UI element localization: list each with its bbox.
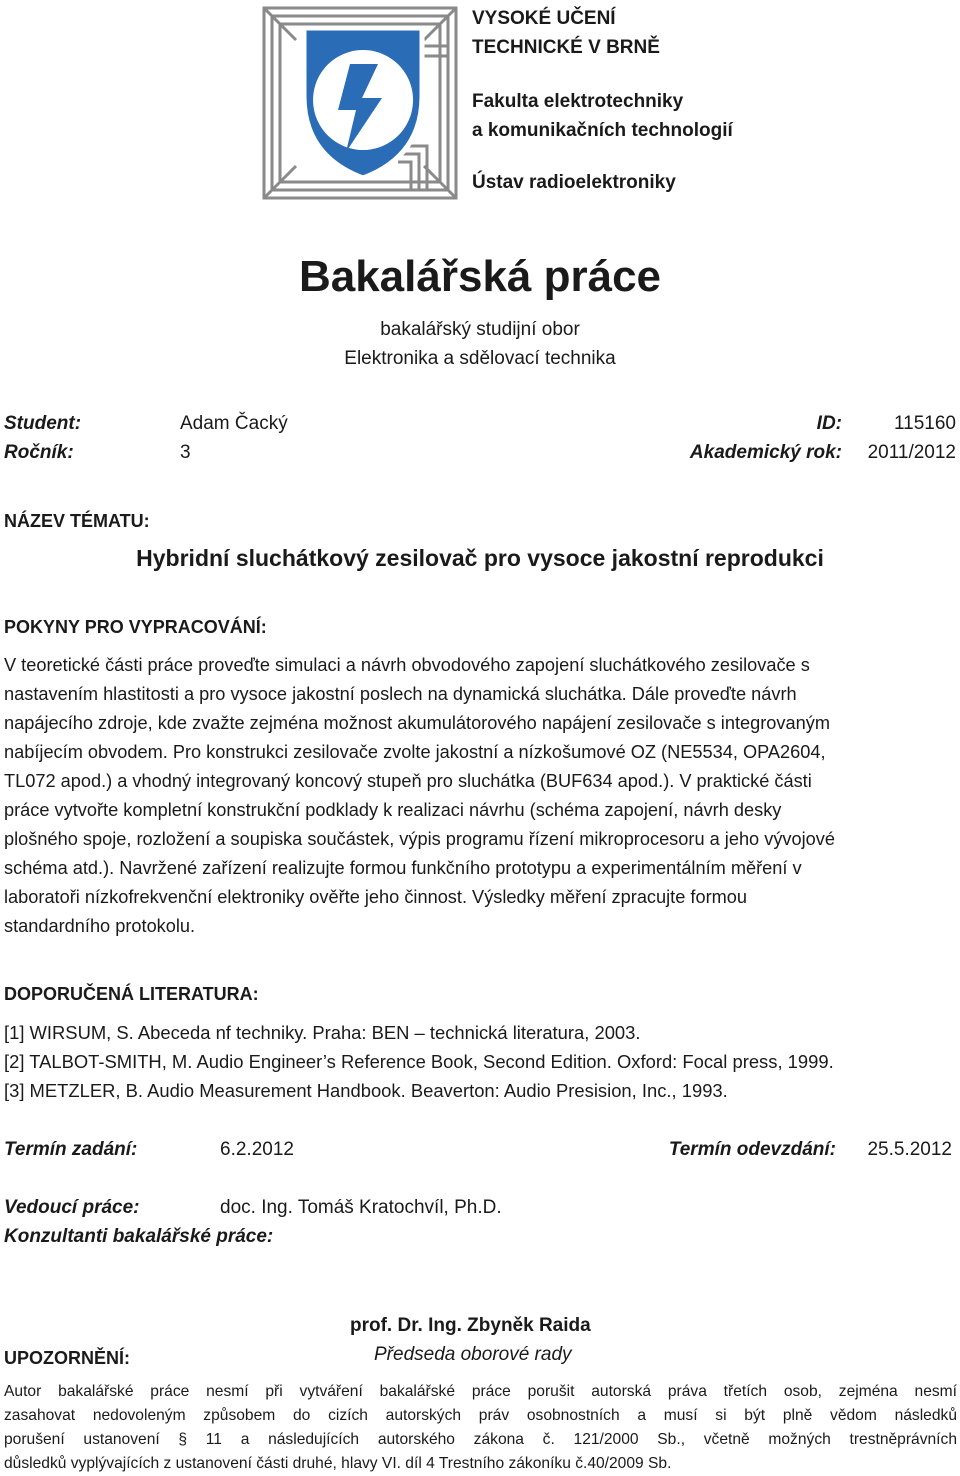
academic-year-value: 2011/2012 bbox=[867, 442, 956, 463]
supervisor-name: doc. Ing. Tomáš Kratochvíl, Ph.D. bbox=[220, 1197, 502, 1218]
university-logo bbox=[262, 6, 458, 200]
study-type: bakalářský studijní obor bbox=[380, 319, 580, 340]
due-date-label: Termín odevzdání: bbox=[668, 1139, 836, 1160]
topic-label: NÁZEV TÉMATU: bbox=[4, 511, 150, 531]
document-title: Bakalářská práce bbox=[298, 252, 662, 301]
instructions-text bbox=[4, 651, 954, 941]
student-name: Adam Čacký bbox=[180, 413, 288, 434]
instructions-line: nabíjecím obvodem. Pro konstrukci zesilovače zvolte jakostní a nízkošumové OZ (NE5534, OPA2604, bbox=[4, 742, 826, 762]
warning-text bbox=[4, 1380, 957, 1476]
consultant-label: Konzultanti bakalářské práce: bbox=[4, 1226, 274, 1247]
topic-title: Hybridní sluchátkový zesilovač pro vysoce jakostní reprodukci bbox=[136, 545, 824, 571]
instructions-line: napájecího zdroje, kde zvažte zejména možnost akumulátorového napájení zesilovače s integrovaným bbox=[4, 713, 830, 733]
academic-year-label: Akademický rok: bbox=[689, 442, 842, 463]
instructions-line: schéma atd.). Navržené zařízení realizujte formou funkčního prototypu a experimentálním měření v bbox=[4, 858, 802, 878]
faculty-line1: Fakulta elektrotechniky bbox=[472, 91, 684, 112]
instructions-label: POKYNY PRO VYPRACOVÁNÍ: bbox=[4, 617, 267, 637]
instructions-line: standardního protokolu. bbox=[4, 916, 196, 936]
id-label: ID: bbox=[816, 413, 842, 434]
instructions-line: TL072 apod.) a vhodný integrovaný koncový stupeň pro sluchátka (BUF634 apod.). V praktické části bbox=[4, 771, 812, 791]
chair-name: prof. Dr. Ing. Zbyněk Raida bbox=[350, 1315, 591, 1336]
study-field: Elektronika a sdělovací technika bbox=[344, 348, 616, 369]
id-value: 115160 bbox=[894, 413, 956, 434]
student-label: Student: bbox=[4, 413, 82, 434]
year-value: 3 bbox=[180, 442, 191, 463]
warning-label: UPOZORNĚNÍ: bbox=[4, 1348, 130, 1368]
instructions-line: plošného spoje, rozložení a soupiska součástek, výpis programu řízení mikroprocesoru a jeho vývojové bbox=[4, 829, 835, 849]
literature-label: DOPORUČENÁ LITERATURA: bbox=[4, 984, 259, 1004]
due-date-value: 25.5.2012 bbox=[867, 1139, 952, 1160]
institute-name: Ústav radioelektroniky bbox=[472, 172, 676, 193]
warning-line: porušení ustanovení § 11 a následujících autorského zákona č. 121/2000 Sb., včetně možných trestněprávních bbox=[4, 1431, 957, 1448]
instructions-line: práce vytvořte kompletní konstrukční podklady k realizaci návrhu (schéma zapojení, návrh desky bbox=[4, 800, 782, 820]
literature-item: [2] TALBOT-SMITH, M. Audio Engineer’s Reference Book, Second Edition. Oxford: Focal press, 1999. bbox=[4, 1051, 834, 1072]
instructions-line: laboratoři nízkofrekvenční elektroniky ověřte jeho činnost. Výsledky měření zpracujte formou bbox=[4, 887, 748, 907]
warning-line: důsledků vyplývajících z ustanovení části druhé, hlavy VI. díl 4 Trestního zákoníku č.40/2009 Sb. bbox=[4, 1455, 672, 1472]
university-name-line2: TECHNICKÉ V BRNĚ bbox=[472, 37, 660, 58]
warning-line: zasahovat nedovoleným způsobem do cizích autorských práv osobnostních a musí si být plně vědom následků bbox=[4, 1407, 957, 1424]
supervisor-label: Vedoucí práce: bbox=[4, 1197, 140, 1218]
assigned-date-label: Termín zadání: bbox=[4, 1139, 138, 1160]
university-name-line1: VYSOKÉ UČENÍ bbox=[472, 8, 616, 29]
literature-item: [3] METZLER, B. Audio Measurement Handbook. Beaverton: Audio Presision, Inc., 1993. bbox=[4, 1080, 728, 1101]
faculty-line2: a komunikačních technologií bbox=[472, 120, 733, 141]
year-label: Ročník: bbox=[4, 442, 74, 463]
literature-item: [1] WIRSUM, S. Abeceda nf techniky. Praha: BEN – technická literatura, 2003. bbox=[4, 1022, 641, 1043]
warning-line: Autor bakalářské práce nesmí při vytváření bakalářské práce porušit autorská práva třetích osob, zejména nesmí bbox=[4, 1383, 957, 1400]
assigned-date-value: 6.2.2012 bbox=[220, 1139, 294, 1160]
chair-role: Předseda oborové rady bbox=[374, 1344, 572, 1365]
instructions-line: nastavením hlastitosti a pro vysoce jakostní poslech na dynamická sluchátka. Dále proveďte návrh bbox=[4, 684, 797, 704]
instructions-line: V teoretické části práce proveďte simulaci a návrh obvodového zapojení sluchátkového zesilovače s bbox=[4, 655, 810, 675]
